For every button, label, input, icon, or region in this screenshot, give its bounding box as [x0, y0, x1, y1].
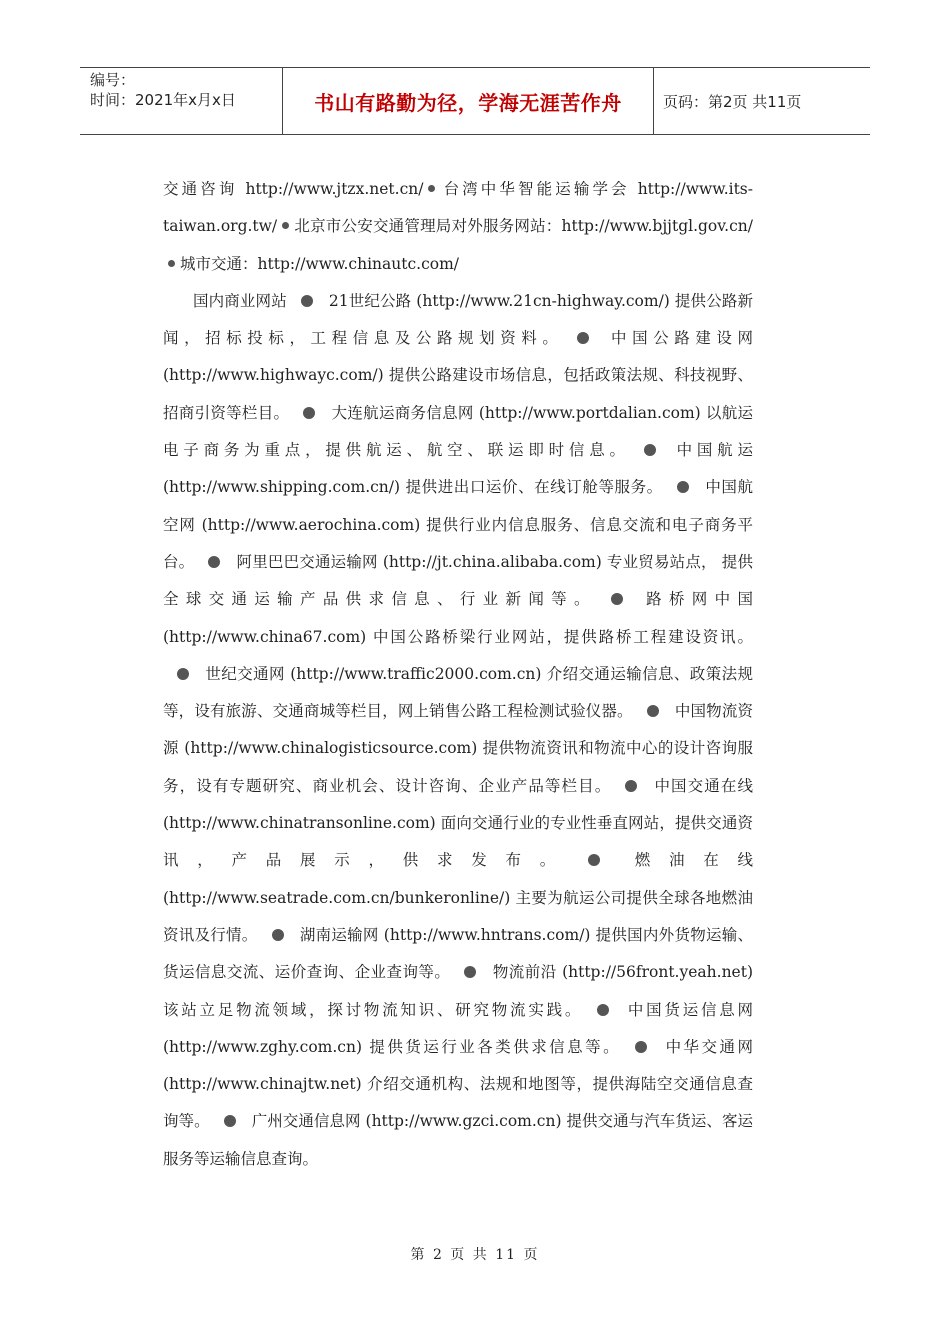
bullet-icon: [168, 260, 175, 267]
bullet-icon: [588, 854, 600, 866]
site-entry: 物流前沿 (http://56front.yeah.net) 该站立足物流领域，探讨物流知识、研究物流实践。: [163, 963, 753, 1019]
header-page-info-cell: [654, 68, 870, 134]
site-text: 北京市公安交通管理局对外服务网站：http://www.bjjtgl.gov.cn/: [294, 217, 753, 236]
site-entry: 中国交通在线 (http://www.chinatransonline.com) 面向交通行业的专业性垂直网站，提供交通资讯，产品展示，供求发布。: [163, 776, 753, 870]
site-text: 城市交通：http://www.chinautc.com/: [180, 254, 460, 273]
site-entry: 21世纪公路 (http://www.21cn-highway.com/) 提供公路新闻，招标投标，工程信息及公路规划资料。: [163, 291, 753, 348]
bullet-icon: [597, 1004, 609, 1016]
bullet-icon: [625, 780, 637, 792]
paragraph-gov-sites: [163, 171, 753, 283]
bullet-icon: [282, 222, 289, 229]
site-entry: 大连航运商务信息网 (http://www.portdalian.com) 以航运电子商务为重点，提供航运、航空、联运即时信息。: [163, 403, 753, 460]
document-body: [163, 171, 753, 1178]
bullet-icon: [677, 481, 689, 493]
site-text: 台湾中华智能运输学会 http://www.its-taiwan.org.tw/: [163, 180, 753, 236]
bullet-icon: [611, 593, 623, 605]
bullet-icon: [301, 295, 313, 307]
site-entry: 中国货运信息网 (http://www.zghy.com.cn) 提供货运行业各类供求信息等。: [163, 1000, 753, 1056]
bullet-icon: [635, 1041, 647, 1053]
paragraph-commercial-sites: [163, 283, 753, 1178]
bullet-icon: [177, 668, 189, 680]
date-text: 时间：2021年x月x日: [90, 91, 236, 109]
site-entry: 燃油在线 (http://www.seatrade.com.cn/bunkeronline/) 主要为航运公司提供全球各地燃油资讯及行情。: [163, 851, 753, 944]
header-meta: [80, 68, 283, 134]
bullet-icon: [464, 966, 476, 978]
bullet-icon: [272, 929, 284, 941]
header-motto: 书山有路勤为径，学海无涯苦作舟: [314, 90, 622, 115]
site-entry: 广州交通信息网 (http://www.gzci.com.cn) 提供交通与汽车货运、客运服务等运输信息查询。: [163, 1112, 753, 1168]
bullet-icon: [224, 1115, 236, 1127]
site-entry: 中国公路建设网 (http://www.highwayc.com/) 提供公路建设市场信息，包括政策法规、科技视野、招商引资等栏目。: [163, 329, 753, 422]
site-entry: 中国航运 (http://www.shipping.com.cn/) 提供进出口运价、在线订舱等服务。: [163, 441, 753, 497]
header-page-info: 页码：第2页 共11页: [663, 92, 802, 111]
bullet-icon: [644, 444, 656, 456]
site-entry: 中华交通网 (http://www.chinajtw.net) 介绍交通机构、法规和地图等，提供海陆空交通信息查询等。: [163, 1037, 753, 1131]
footer-page-number: 第 2 页 共 11 页: [410, 1247, 540, 1263]
site-text: 交通咨询 http://www.jtzx.net.cn/: [163, 180, 424, 198]
page-footer: [0, 1244, 950, 1264]
site-entry: 世纪交通网 (http://www.traffic2000.com.cn) 介绍交通运输信息、政策法规等，设有旅游、交通商城等栏目，网上销售公路工程检测试验仪器。: [163, 664, 753, 721]
site-entry: 中国航空网 (http://www.aerochina.com) 提供行业内信息服务、信息交流和电子商务平台。: [163, 478, 753, 571]
bullet-icon: [303, 407, 315, 419]
site-entry: 中国物流资源 (http://www.chinalogisticsource.com) 提供物流资讯和物流中心的设计咨询服务，设有专题研究、商业机会、设计咨询、企业产品等栏目。: [163, 702, 753, 795]
site-entry: 阿里巴巴交通运输网 (http://jt.china.alibaba.com) 专业贸易站点， 提供全球交通运输产品供求信息、行业新闻等。: [163, 552, 753, 609]
site-entry: 湖南运输网 (http://www.hntrans.com/) 提供国内外货物运输、货运信息交流、运价查询、企业查询等。: [163, 925, 753, 982]
bullet-icon: [208, 556, 220, 568]
section-intro: 国内商业网站: [193, 291, 287, 310]
page-header: [80, 67, 870, 135]
header-motto-cell: [283, 68, 654, 134]
site-entry: 路桥网中国 (http://www.china67.com) 中国公路桥梁行业网站，提供路桥工程建设资讯。: [163, 590, 753, 646]
bullet-icon: [577, 332, 589, 344]
bullet-icon: [647, 705, 659, 717]
number-label: 编号：: [90, 71, 136, 89]
bullet-icon: [428, 185, 435, 192]
